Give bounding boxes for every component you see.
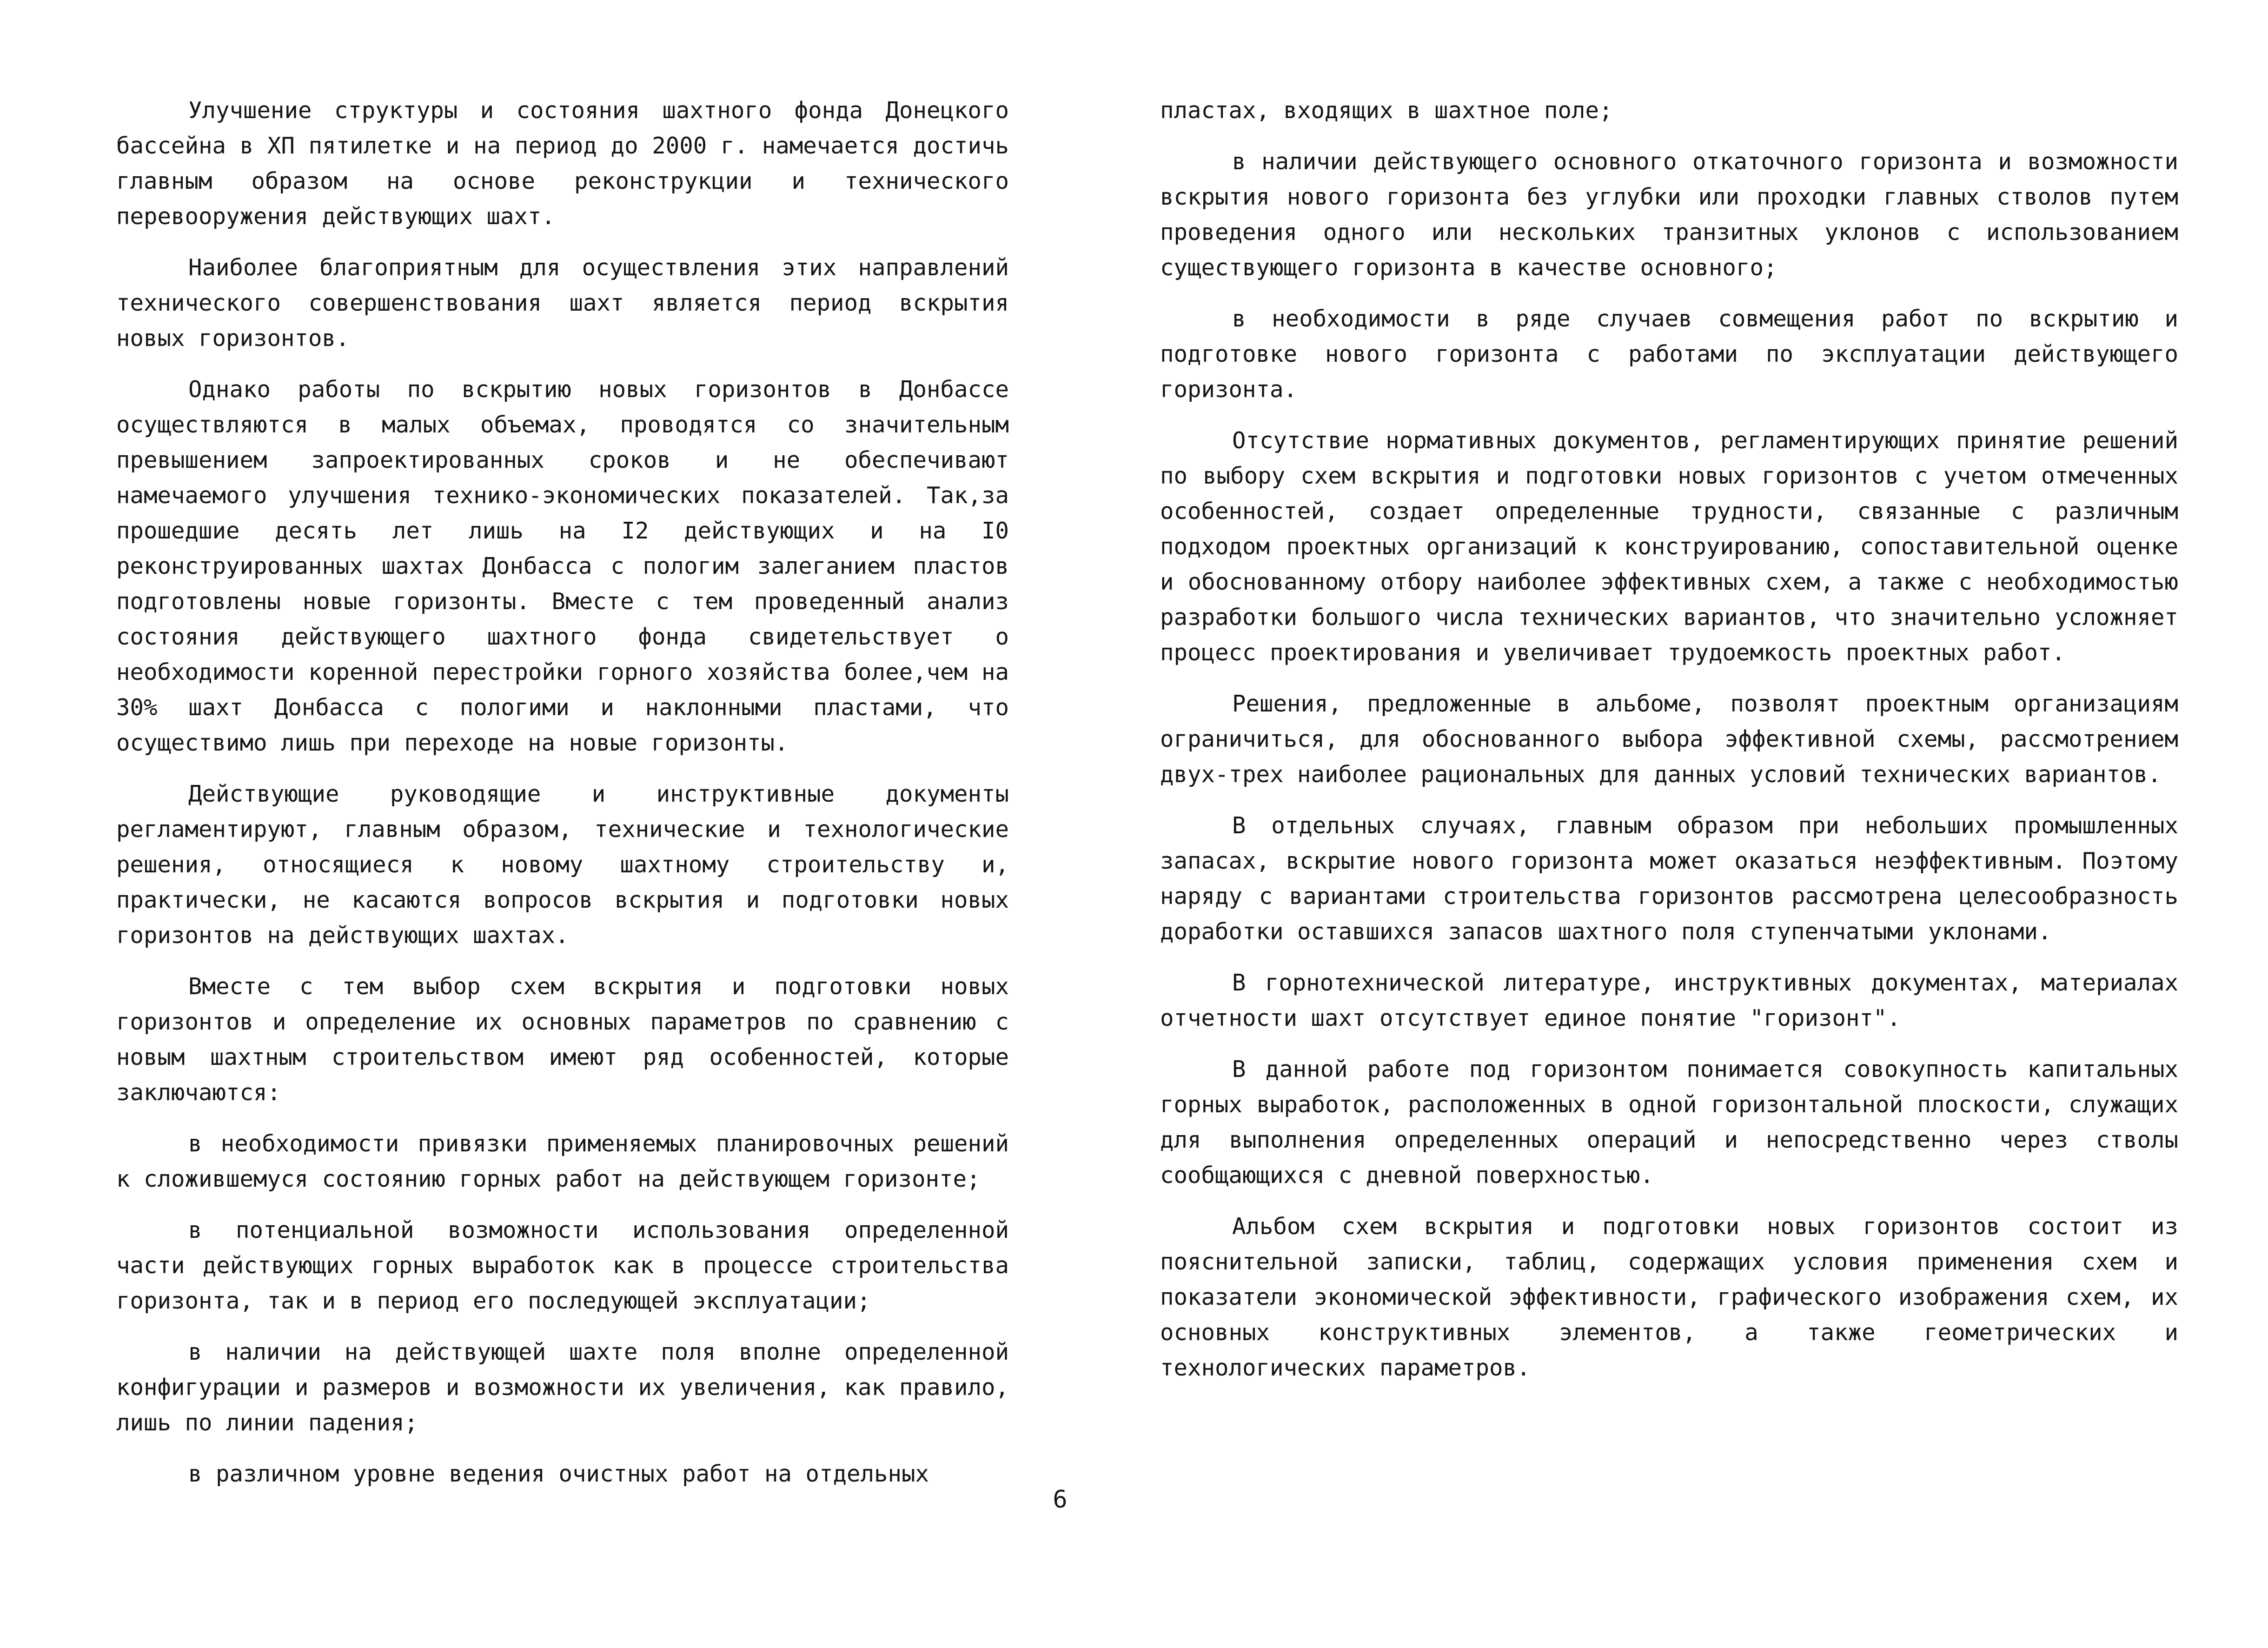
paragraph: Однако работы по вскрытию новых горизонтов в Донбассе осуществляются в малых объемах, проводятся со значительным превышением запроектированных сроков и не обеспечивают намечаемого улучшения технико-экономических показателей. Так,за прошедшие десять лет лишь на I2 действующих и на I0 реконструированных шахтах Донбасса с пологим залеганием пластов подготовлены новые горизонты. Вместе с тем проведенный анализ состояния действующего шахтного фонда свидетельствует о необходимости коренной перестройки горного хозяйства более,чем на 30% шахт Донбасса с пологими и наклонными пластами, что осуществимо лишь при переходе на новые горизонты. — [116, 376, 1009, 756]
paragraph: в наличии действующего основного откаточного горизонта и возможности вскрытия нового горизонта без углубки или проходки главных стволов путем проведения одного или нескольких транзитных уклонов с использованием существующего горизонта в качестве основного; — [1160, 148, 2178, 281]
paragraph: Действующие руководящие и инструктивные документы регламентируют, главным образом, технические и технологические решения, относящиеся к новому шахтному строительству и, практически, не касаются вопросов вскрытия и подготовки новых горизонтов на действующих шахтах. — [116, 781, 1009, 949]
paragraph: в необходимости привязки применяемых планировочных решений к сложившемуся состоянию горных работ на действующем горизонте; — [116, 1130, 1009, 1192]
paragraph: В отдельных случаях, главным образом при небольших промышленных запасах, вскрытие нового горизонта может оказаться неэффективным. Поэтому наряду с вариантами строительства горизонтов рассмотрена целесообразность доработки оставшихся запасов шахтного поля ступенчатыми уклонами. — [1160, 812, 2178, 945]
paragraph: в потенциальной возможности использования определенной части действующих горных выработок как в процессе строительства горизонта, так и в период его последующей эксплуатации; — [116, 1217, 1009, 1314]
paragraph: Вместе с тем выбор схем вскрытия и подготовки новых горизонтов и определение их основных параметров по сравнению с новым шахтным строительством имеют ряд особенностей, которые заключаются: — [116, 973, 1009, 1106]
left-page-text — [116, 93, 1009, 1508]
paragraph: в необходимости в ряде случаев совмещения работ по вскрытию и подготовке нового горизонта с работами по эксплуатации действующего горизонта. — [1160, 306, 2178, 403]
paragraph: в наличии на действующей шахте поля вполне определенной конфигурации и размеров и возможности их увеличения, как правило, лишь по линии падения; — [116, 1339, 1009, 1436]
page-number: 6 — [1053, 1486, 1068, 1514]
paragraph-continuation: пластах, входящих в шахтное поле; — [1160, 97, 1613, 124]
right-page-text — [1160, 93, 2178, 1402]
paragraph: Альбом схем вскрытия и подготовки новых горизонтов состоит из пояснительной записки, таблиц, содержащих условия применения схем и показатели экономической эффективности, графического изображения схем, их основных конструктивных элементов, а также геометрических и технологических параметров. — [1160, 1213, 2178, 1381]
paragraph: в различном уровне ведения очистных работ на отдельных — [188, 1461, 929, 1487]
paragraph: Решения, предложенные в альбоме, позволят проектным организациям ограничиться, для обоснованного выбора эффективной схемы, рассмотрением двух-трех наиболее рациональных для данных условий технических вариантов. — [1160, 691, 2178, 788]
paragraph: Наиболее благоприятным для осуществления этих направлений технического совершенствования шахт является период вскрытия новых горизонтов. — [116, 254, 1009, 352]
paragraph: Отсутствие нормативных документов, регламентирующих принятие решений по выбору схем вскрытия и подготовки новых горизонтов с учетом отмеченных особенностей, создает определенные трудности, связанные с различным подходом проектных организаций к конструированию, сопоставительной оценке и обоснованному отбору наиболее эффективных схем, а также с необходимостью разработки большого числа технических вариантов, что значительно усложняет процесс проектирования и увеличивает трудоемкость проектных работ. — [1160, 427, 2178, 666]
paragraph: В горнотехнической литературе, инструктивных документах, материалах отчетности шахт отсутствует единое понятие "горизонт". — [1160, 970, 2178, 1031]
paragraph: Улучшение структуры и состояния шахтного фонда Донецкого бассейна в ХП пятилетке и на период до 2000 г. намечается достичь главным образом на основе реконструкции и технического перевооружения действующих шахт. — [116, 97, 1009, 230]
paragraph: В данной работе под горизонтом понимается совокупность капитальных горных выработок, расположенных в одной горизонтальной плоскости, служащих для выполнения определенных операций и непосредственно через стволы сообщающихся с дневной поверхностью. — [1160, 1056, 2178, 1189]
